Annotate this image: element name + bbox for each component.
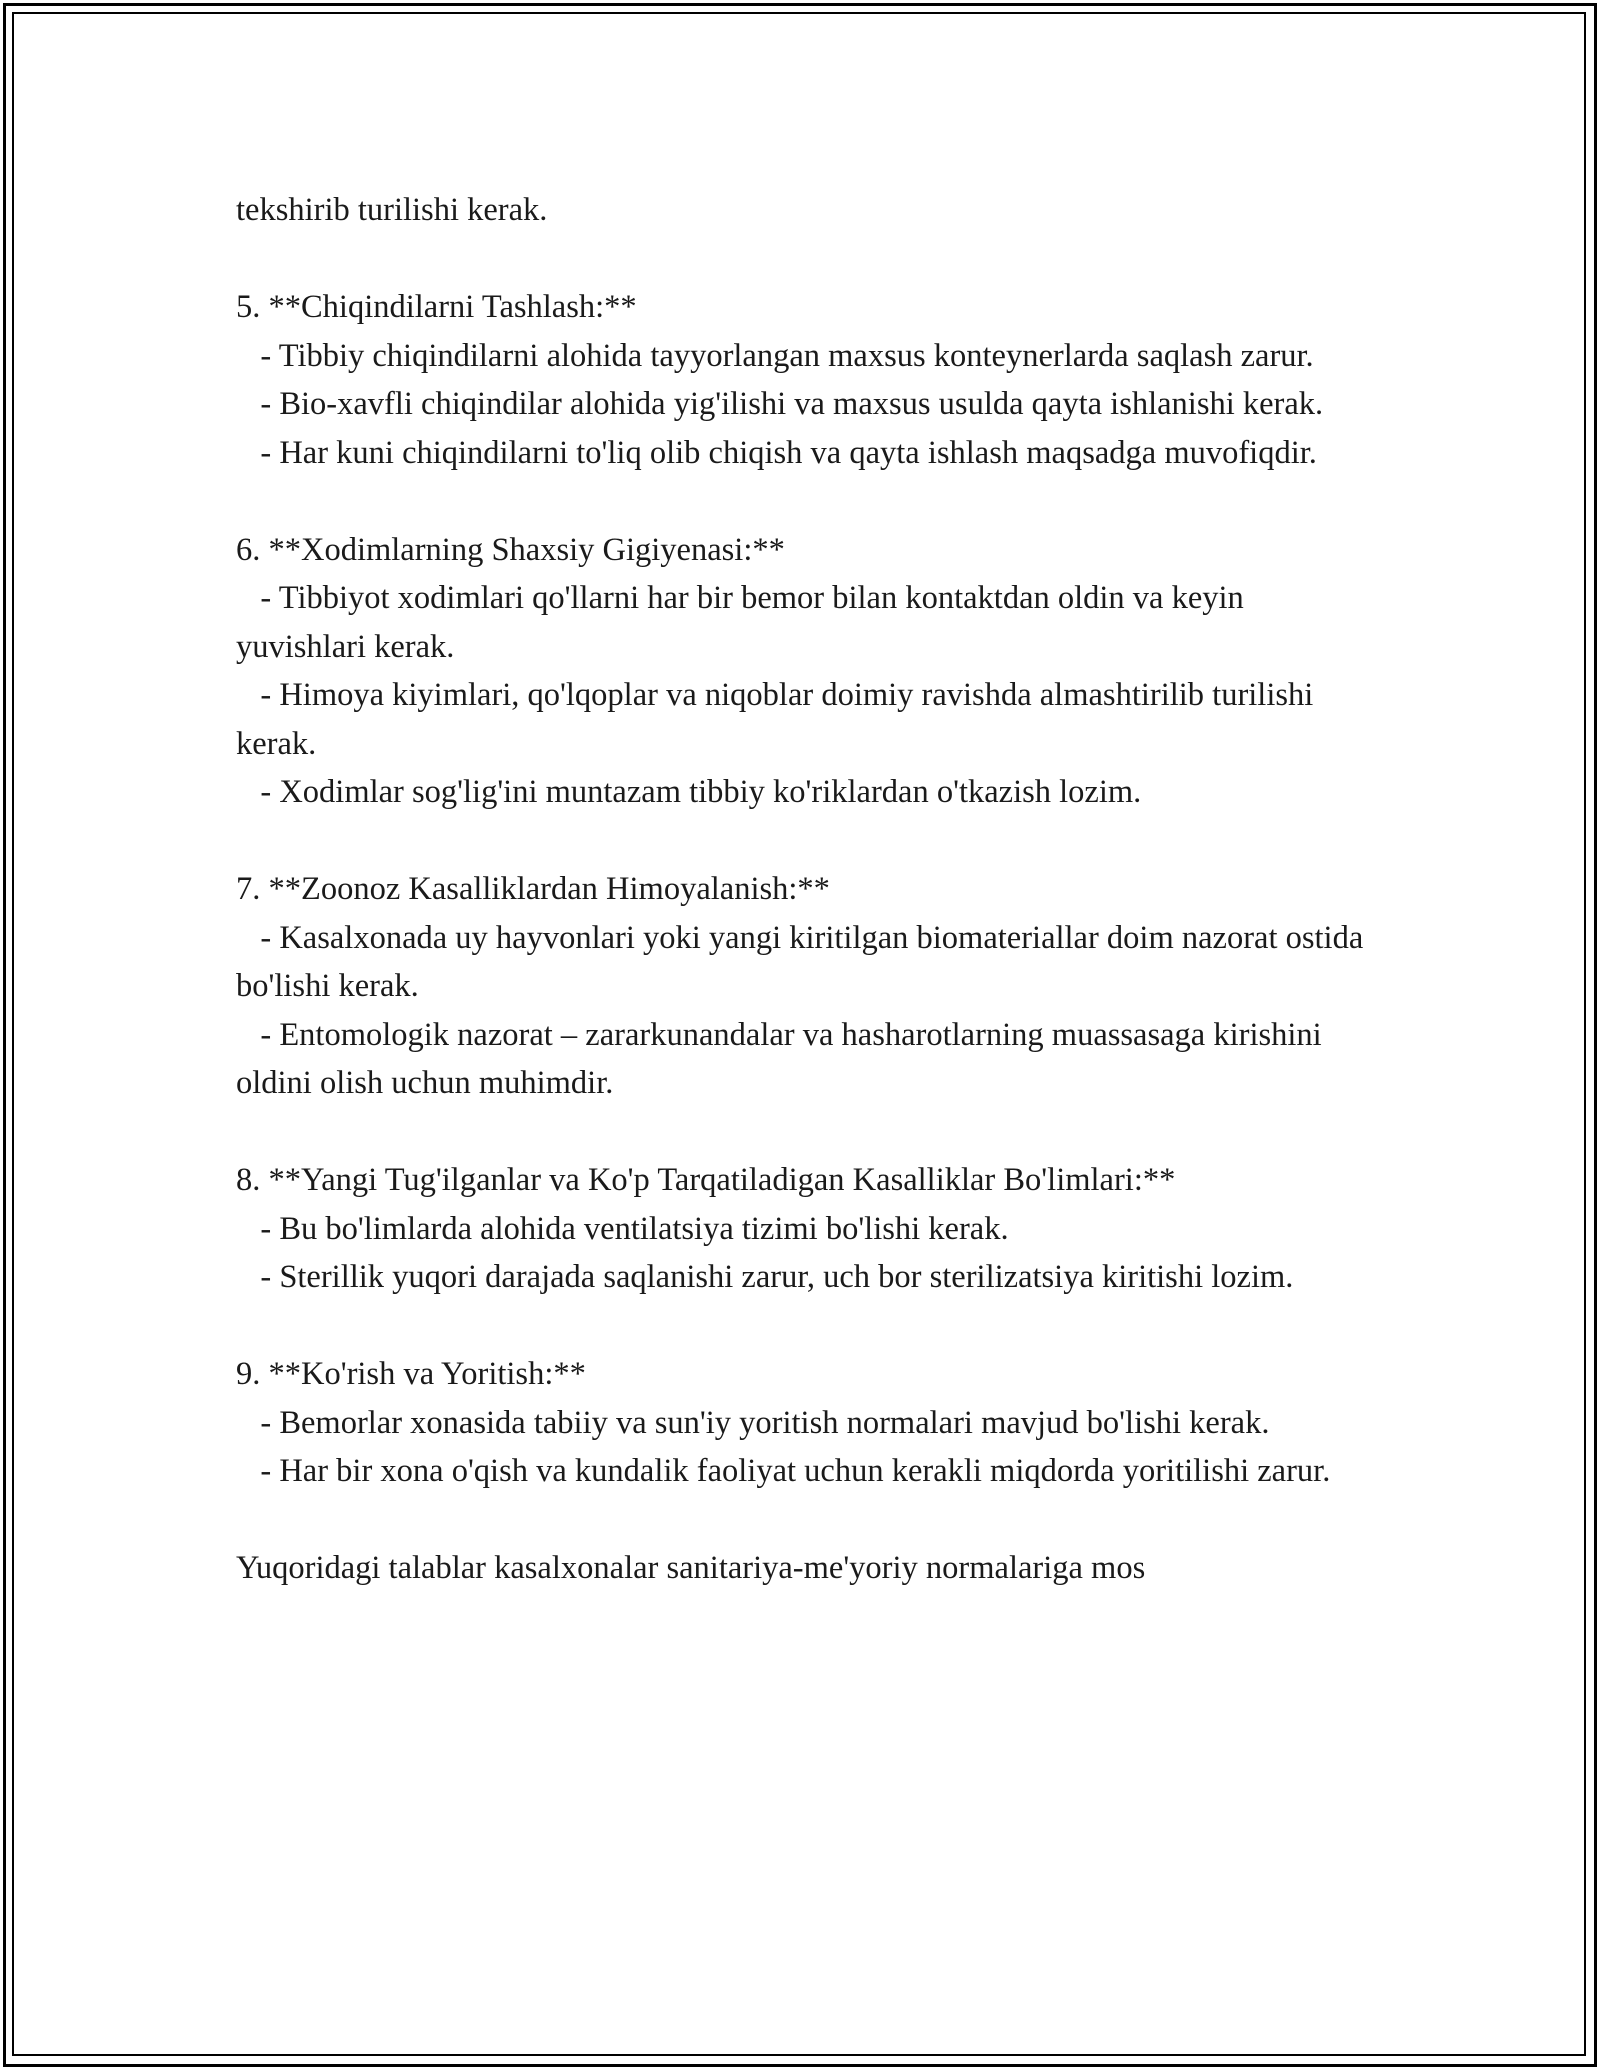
list-item: - Sterillik yuqori darajada saqlanishi zarur, uch bor sterilizatsiya kiritishi lozim.	[236, 1259, 1294, 1295]
list-item: - Har bir xona o'qish va kundalik faoliyat uchun kerakli miqdorda yoritilishi zarur.	[236, 1453, 1331, 1489]
list-item: - Entomologik nazorat – zararkunandalar va hasharotlarning muassasaga kirishini oldini olish uchun muhimdir.	[236, 1016, 1330, 1101]
section-lighting	[236, 1350, 1376, 1496]
intro-tail-text: tekshirib turilishi kerak.	[236, 192, 548, 228]
section-heading: 8. **Yangi Tug'ilganlar va Ko'p Tarqatiladigan Kasalliklar Bo'limlari:**	[236, 1162, 1176, 1198]
section-heading: 6. **Xodimlarning Shaxsiy Gigiyenasi:**	[236, 531, 785, 568]
paragraph-gap	[236, 1496, 1376, 1545]
section-zoonotic-protection	[236, 865, 1376, 1108]
paragraph-gap	[236, 1108, 1376, 1157]
section-heading: 5. **Chiqindilarni Tashlash:**	[236, 289, 637, 325]
paragraph-gap	[236, 235, 1376, 284]
list-item: - Xodimlar sog'lig'ini muntazam tibbiy ko'riklardan o'tkazish lozim.	[236, 774, 1142, 810]
list-item: - Bu bo'limlarda alohida ventilatsiya tizimi bo'lishi kerak.	[236, 1210, 1009, 1247]
document-body	[236, 186, 1376, 1593]
section-heading: 9. **Ko'rish va Yoritish:**	[236, 1356, 586, 1392]
paragraph-gap	[236, 1302, 1376, 1351]
closing-text: Yuqoridagi talablar kasalxonalar sanitariya-me'yoriy normalariga mos	[236, 1550, 1146, 1586]
list-item: - Bemorlar xonasida tabiiy va sun'iy yoritish normalari mavjud bo'lishi kerak.	[236, 1404, 1270, 1441]
paragraph-gap	[236, 817, 1376, 866]
section-staff-hygiene	[236, 526, 1376, 817]
section-heading: 7. **Zoonoz Kasalliklardan Himoyalanish:**	[236, 871, 830, 907]
list-item: - Har kuni chiqindilarni to'liq olib chiqish va qayta ishlash maqsadga muvofiqdir.	[236, 434, 1317, 471]
list-item: - Kasalxonada uy hayvonlari yoki yangi kiritilgan biomateriallar doim nazorat ostida bo'lishi kerak.	[236, 919, 1372, 1004]
section-newborn-departments	[236, 1156, 1376, 1302]
paragraph-gap	[236, 477, 1376, 526]
list-item: - Tibbiyot xodimlari qo'llarni har bir bemor bilan kontaktdan oldin va keyin yuvishlari kerak.	[236, 580, 1252, 665]
list-item: - Himoya kiyimlari, qo'lqoplar va niqoblar doimiy ravishda almashtirilib turilishi kerak.	[236, 677, 1322, 762]
list-item: - Bio-xavfli chiqindilar alohida yig'ilishi va maxsus usulda qayta ishlanishi kerak.	[236, 386, 1324, 422]
section-waste-disposal	[236, 283, 1376, 477]
list-item: - Tibbiy chiqindilarni alohida tayyorlangan maxsus konteynerlarda saqlash zarur.	[236, 337, 1314, 374]
